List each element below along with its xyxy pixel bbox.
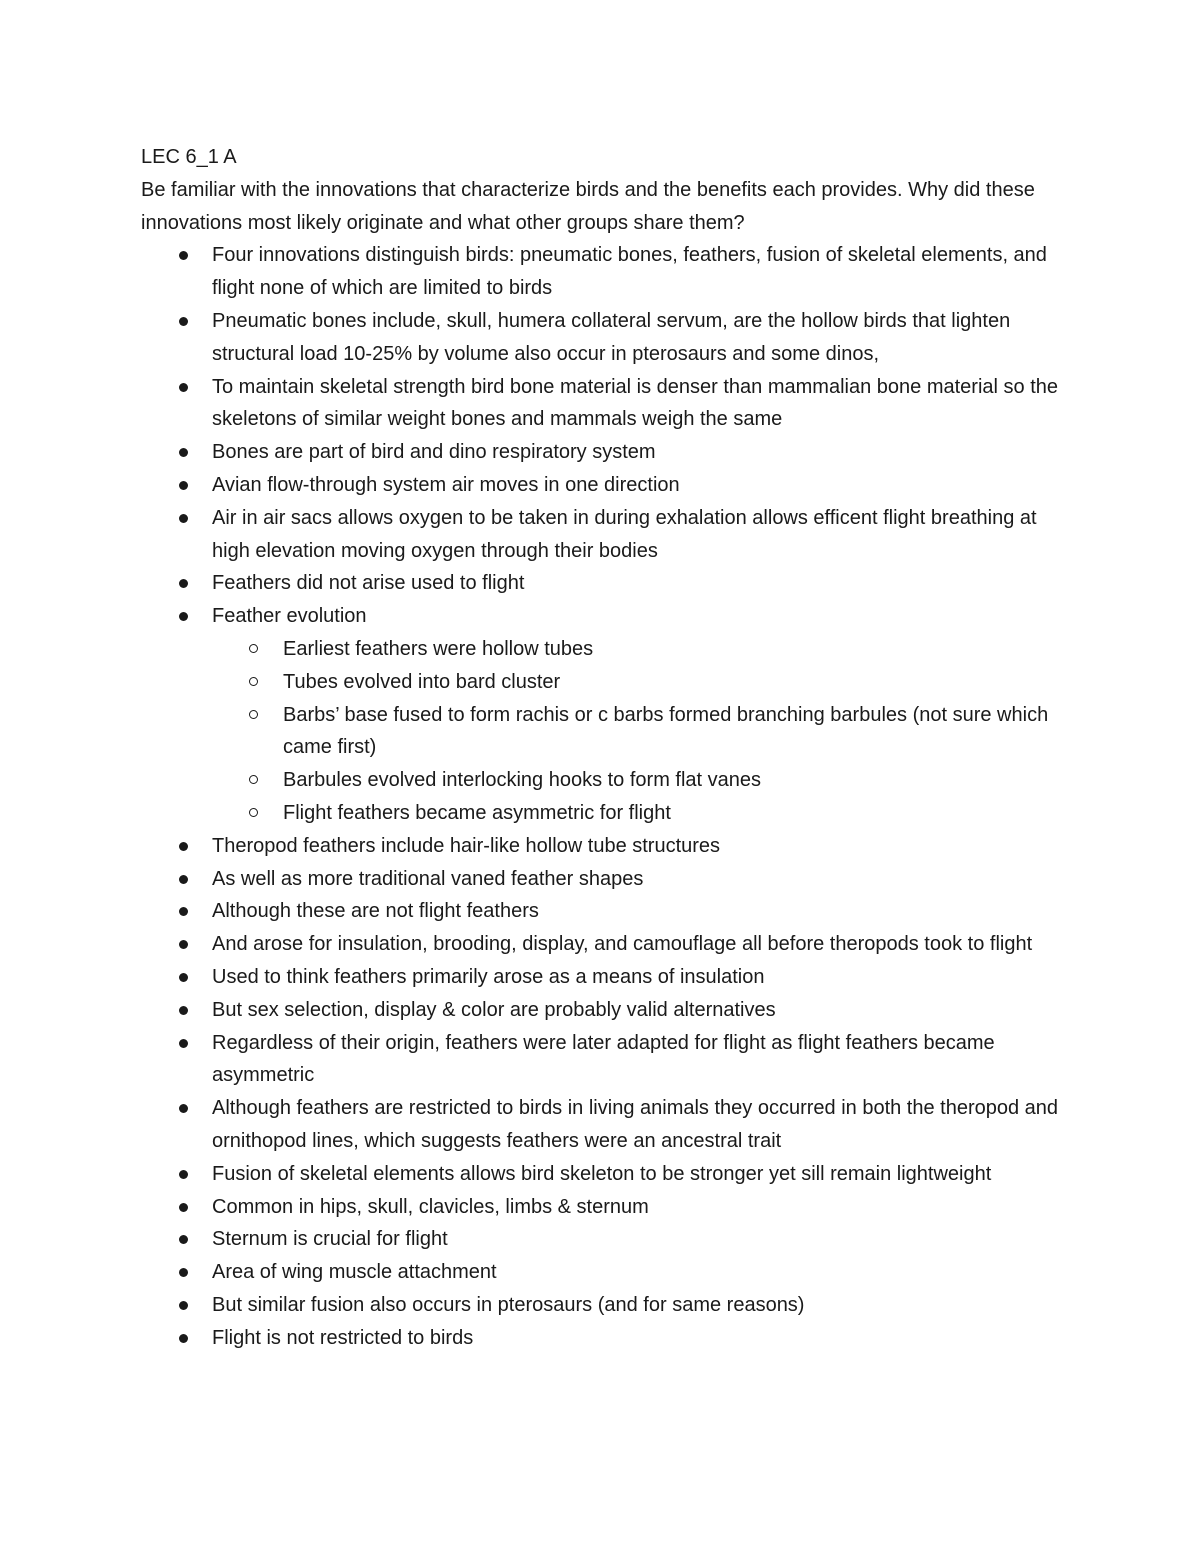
bullet-text: And arose for insulation, brooding, display, and camouflage all before theropods took to flight	[212, 933, 1033, 956]
hollow-circle-bullet-icon	[249, 677, 258, 686]
lecture-title: LEC 6_1 A	[141, 146, 237, 168]
sub-bullet-text: Earliest feathers were hollow tubes	[283, 637, 594, 660]
bullet-dot-icon	[179, 448, 188, 457]
bullet-dot-icon	[179, 1334, 188, 1343]
bullet-dot-icon	[179, 612, 188, 621]
bullet-item	[212, 567, 1066, 600]
bullet-item	[212, 1092, 1066, 1158]
bullet-dot-icon	[179, 1006, 188, 1015]
bullet-dot-icon	[179, 842, 188, 851]
bullet-dot-icon	[179, 1268, 188, 1277]
bullet-dot-icon	[179, 940, 188, 949]
bullet-text: Area of wing muscle attachment	[212, 1261, 497, 1284]
bullet-item	[212, 928, 1066, 961]
bullet-text: Although these are not flight feathers	[212, 900, 539, 923]
bullet-item	[212, 239, 1066, 305]
bullet-text: Pneumatic bones include, skull, humera collateral servum, are the hollow birds that lighten structural load 10-25% by volume also occur in pterosaurs and some dinos,	[212, 309, 1011, 365]
bullet-item	[212, 1191, 1066, 1224]
bullet-item	[212, 863, 1066, 896]
bullet-text: Fusion of skeletal elements allows bird skeleton to be stronger yet sill remain lightweight	[212, 1162, 992, 1185]
bullet-text: Avian flow-through system air moves in one direction	[212, 473, 680, 496]
sub-bullet-item	[283, 699, 1066, 765]
bullet-list	[141, 239, 1066, 1354]
bullet-text: Air in air sacs allows oxygen to be taken in during exhalation allows efficent flight breathing at high elevation moving oxygen through their bodies	[212, 506, 1037, 562]
bullet-text: Feathers did not arise used to flight	[212, 572, 525, 595]
sub-bullet-text: Tubes evolved into bard cluster	[283, 670, 561, 693]
bullet-text: But similar fusion also occurs in pterosaurs (and for same reasons)	[212, 1293, 805, 1316]
bullet-dot-icon	[179, 1170, 188, 1179]
bullet-text: Sternum is crucial for flight	[212, 1228, 448, 1251]
bullet-text: Common in hips, skull, clavicles, limbs & sternum	[212, 1195, 649, 1218]
bullet-dot-icon	[179, 1203, 188, 1212]
bullet-item	[212, 994, 1066, 1027]
bullet-item	[212, 1027, 1066, 1093]
bullet-text: Bones are part of bird and dino respiratory system	[212, 441, 656, 464]
document-body	[141, 141, 1066, 1354]
study-prompt: Be familiar with the innovations that characterize birds and the benefits each provides. Why did these innovations most likely originate and what other groups share them?	[141, 178, 1035, 234]
bullet-dot-icon	[179, 579, 188, 588]
bullet-item	[212, 502, 1066, 568]
bullet-item	[212, 830, 1066, 863]
bullet-text: Used to think feathers primarily arose as a means of insulation	[212, 965, 765, 988]
sub-bullet-text: Flight feathers became asymmetric for flight	[283, 801, 671, 824]
sub-bullet-text: Barbs’ base fused to form rachis or c barbs formed branching barbules (not sure which came first)	[283, 703, 1049, 759]
sub-bullet-item	[283, 633, 1066, 666]
bullet-item	[212, 1158, 1066, 1191]
hollow-circle-bullet-icon	[249, 644, 258, 653]
bullet-text: Feather evolution	[212, 605, 367, 628]
bullet-dot-icon	[179, 383, 188, 392]
bullet-dot-icon	[179, 514, 188, 523]
sub-bullet-list	[212, 633, 1066, 830]
bullet-item	[212, 1289, 1066, 1322]
bullet-dot-icon	[179, 1301, 188, 1310]
bullet-item	[212, 1223, 1066, 1256]
bullet-item	[212, 1256, 1066, 1289]
bullet-dot-icon	[179, 875, 188, 884]
hollow-circle-bullet-icon	[249, 775, 258, 784]
bullet-dot-icon	[179, 973, 188, 982]
bullet-item	[212, 600, 1066, 830]
bullet-text: Regardless of their origin, feathers were later adapted for flight as flight feathers became asymmetric	[212, 1031, 995, 1087]
bullet-dot-icon	[179, 1235, 188, 1244]
hollow-circle-bullet-icon	[249, 710, 258, 719]
bullet-text: Flight is not restricted to birds	[212, 1326, 474, 1349]
sub-bullet-text: Barbules evolved interlocking hooks to form flat vanes	[283, 769, 762, 792]
sub-bullet-item	[283, 764, 1066, 797]
bullet-text: To maintain skeletal strength bird bone material is denser than mammalian bone material so the skeletons of similar weight bones and mammals weigh the same	[212, 375, 1058, 431]
bullet-dot-icon	[179, 317, 188, 326]
sub-bullet-item	[283, 797, 1066, 830]
bullet-item	[212, 436, 1066, 469]
bullet-dot-icon	[179, 481, 188, 490]
sub-bullet-item	[283, 666, 1066, 699]
bullet-dot-icon	[179, 251, 188, 260]
bullet-item	[212, 469, 1066, 502]
bullet-text: Four innovations distinguish birds: pneumatic bones, feathers, fusion of skeletal elements, and flight none of which are limited to birds	[212, 244, 1047, 300]
bullet-text: Theropod feathers include hair-like hollow tube structures	[212, 834, 721, 857]
hollow-circle-bullet-icon	[249, 808, 258, 817]
bullet-dot-icon	[179, 1039, 188, 1048]
bullet-item	[212, 371, 1066, 437]
bullet-text: But sex selection, display & color are probably valid alternatives	[212, 998, 776, 1021]
bullet-item	[212, 895, 1066, 928]
bullet-dot-icon	[179, 1104, 188, 1113]
bullet-item	[212, 961, 1066, 994]
bullet-text: Although feathers are restricted to birds in living animals they occurred in both the theropod and ornithopod lines, which suggests feathers were an ancestral trait	[212, 1097, 1059, 1152]
bullet-item	[212, 1322, 1066, 1355]
bullet-text: As well as more traditional vaned feather shapes	[212, 867, 644, 890]
bullet-dot-icon	[179, 907, 188, 916]
bullet-item	[212, 305, 1066, 371]
